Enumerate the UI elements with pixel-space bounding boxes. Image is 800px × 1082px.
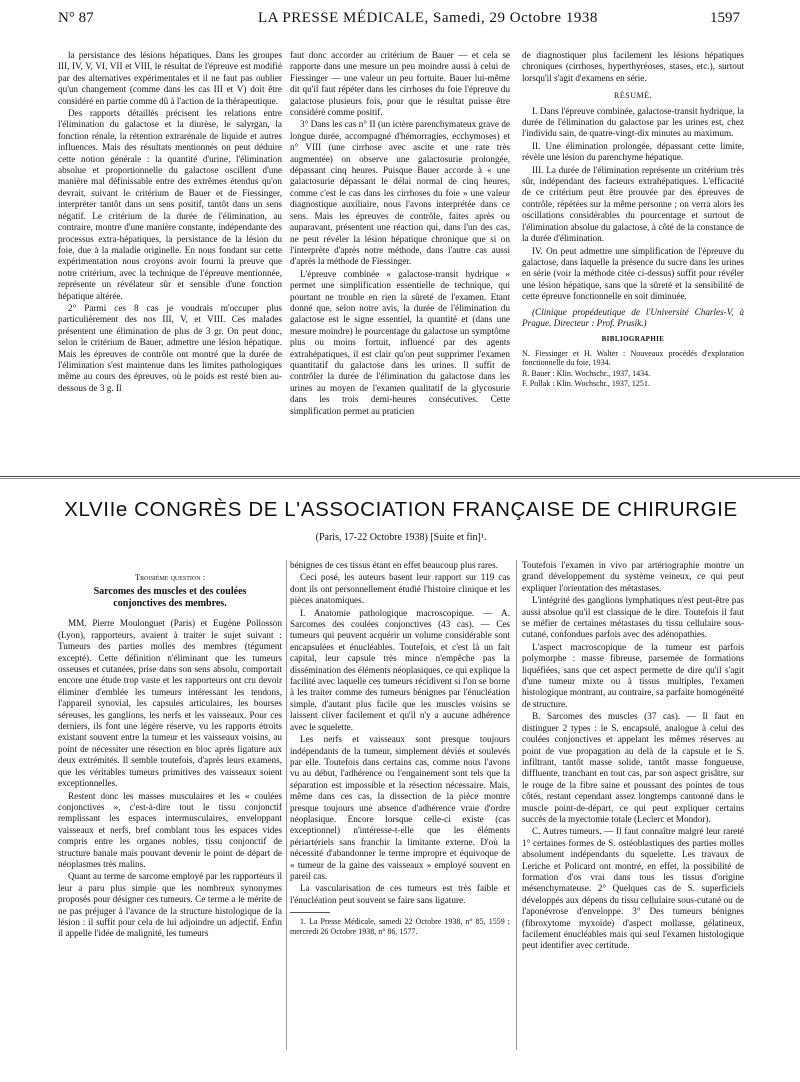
paragraph: 3° Dans les cas n° II (un ictère parenchymateux grave de longue durée, accompagné d'hémorragies, ecchymoses) et n° VIII (une cirrhose avec ascite et une rate très augmentée) on observe une galactosurie prolongée, dépassant cinq heures. Puisque Bauer accorde à « une galactosurie dépassant le délai normal de cinq heures, comme c'est le cas dans les cirrhoses du foie » une valeur diagnostique auxiliaire, nous l'avons interprétée dans ce sens. Mais les épreuves de contrôle, faites après ou auparavant, présentent une réaction qui, dans l'un des cas, ne peut révéler la lésion hépatique chronique que si on l'interprète d'après notre méthode, dans l'autre cas aussi d'après la méthode de Fiessinger. — [290, 119, 510, 267]
column-separator — [516, 560, 517, 1050]
paragraph: Les nerfs et vaisseaux sont presque toujours indépendants de la tumeur, simplement déviés et soulevés par elle. Toutefois dans certains cas, comme nous l'avons vu au début, l'adhérence ou l'engainement sont tels que la séparation est impossible et la résection nécessaire. Mais, même dans ces cas, la dissection de la pièce montre presque toujours une absence d'adhérence vraie d'ordre néoplasique. Encore lorsque celle-ci existe (cas exceptionnel) n'intéresse-t-elle que les éléments périartériels sans franchir la limitante externe. D'où la nécessité d'abandonner le terme impropre et équivoque de « tumeur de la gaine des vaisseaux » employé souvent en pareil cas. — [290, 734, 510, 881]
column-separator — [286, 560, 287, 1050]
issue-number: N° 87 — [58, 10, 94, 26]
resume-item: I. Dans l'épreuve combinée, galactose-transit hydrique, la durée de l'élimination du galactose par les urines est, chez l'individu sain, de quatre-vingt-dix minutes au maximum. — [522, 105, 744, 139]
congress-column-3 — [522, 560, 744, 1050]
section-divider — [0, 476, 800, 477]
reference: R. Bauer : Klin. Wochschr., 1937, 1434. — [522, 368, 651, 378]
page-folio: 1597 — [710, 10, 740, 26]
paragraph: la persistance des lésions hépatiques. Dans les groupes III, IV, V, VI, VII et VIII, le résultat de l'épreuve est modifié par des alternatives expérimentales et il ne faut pas oublier qu'un changement (comme dans les cas III et V) doit être considéré en partie comme dû à l'action de la thérapeutique. — [58, 50, 282, 106]
question-title: Sarcomes des muscles et des coulées conjonctives des membres. — [93, 586, 247, 610]
section-divider-secondary — [0, 478, 800, 479]
paragraph: 2° Parmi ces 8 cas je voudrais m'occuper plus particulièrement des nos III, V, et VIII. Ces malades présentent une élimination de plus de 3 gr. On peut donc, selon le critérium de Bauer, admettre une lésion hépatique. Mais les épreuves de contrôle ont montré que la durée de l'élimination s'est maintenue dans les limites pathologiques même au cours des épreuves, où le poids est resté bien au-dessous de 3 g. Il — [58, 302, 282, 393]
paragraph: faut donc accorder au critérium de Bauer — et cela se rapporte dans une mesure un peu moindre aussi à celui de Fiessinger — une valeur un peu fortuite. Bauer lui-même dit qu'il faut répéter dans les cirrhoses du foie l'épreuve du galactose plusieurs fois, pour que le résultat puisse être considéré comme positif. — [290, 50, 510, 118]
congress-column-1 — [58, 560, 282, 1050]
paragraph: MM. Pierre Moulonguet (Paris) et Eugène Pollosson (Lyon), rapporteurs, avaient à traiter le sujet suivant : Tumeurs des parties molles des membres (tégument excepté). Cette définition n'éliminant que les tumeurs osseuses et cutanées, prise dans son sens absolu, comportait encore une étude trop vaste et les rapporteurs ont cru devoir éliminer d'emblée les tumeurs intéressant les tendons, l'appareil synovial, les capsules articulaires, les bourses séreuses, les ganglions, les nerfs et les vaisseaux. Pour ces derniers, ils font une légère réserve, vu les rapports étroits existant souvent entre la tumeur et les vaisseaux voisins, au point de nécessiter une résection en bloc après ligature aux deux extrémités. Il semble toutefois, d'après leurs examens, que les véritables tumeurs primitives des vaisseaux soient exceptionnelles. — [58, 618, 282, 789]
reference: F. Pollak : Klin. Wochschr., 1937, 1251. — [522, 379, 650, 389]
paragraph: C. Autres tumeurs. — Il faut connaître malgré leur rareté 1° certaines formes de S. ostéoblastiques des parties molles absolument indépendants du squelette. Les travaux de Leriche et Policard ont montré, en effet, la possibilité de formation d'os vrai dans tous les tissus d'origine mésenchymateuse. 2° Quelques cas de S. superficiels développés aux dépens du tissu cellulaire sous-cutané ou de l'aponévrose d'enveloppe. 3° Des tumeurs bénignes (fibroxytome myxoïde) d'aspect mollasse, gélatineux, facilement énucléables mais qui seul l'examen histologique peut identifier avec certitude. — [522, 826, 744, 951]
question-label: Troisième question : — [134, 572, 206, 582]
top-column-3 — [522, 50, 744, 470]
paragraph: I. Anatomie pathologique macroscopique. — A. Sarcomes des coulées conjonctives (43 cas). — Ces tumeurs qui peuvent acquérir un volume considérable sont encapsulées et énucléables. Toutefois, et c'est là un fait capital, leur capsule très mince n'empêche pas la dissémination des éléments néoplasiques, ce qui explique la facilité avec laquelle ces tumeurs récidivent si l'on se borne à les traiter comme des tumeurs bénignes par l'énucléation simple, d'autant plus facile que les muscles voisins se laissent cliver facilement et qu'il n'y a aucune adhérence avec le squelette. — [290, 607, 510, 732]
paragraph: de diagnostiquer plus facilement les lésions hépatiques chroniques (cirrhoses, hyperthyréoses, stases, etc.), surtout lorsqu'il s'agit d'examens en série. — [522, 50, 744, 83]
paragraph: L'aspect macroscopique de la tumeur est parfois polymorphe : masse fibreuse, parsemée de formations liquéfiées, sans que cet aspect permette de dire qu'il s'agit d'une tumeur mixte ou à tissus multiples, l'examen histologique montrant, au contraire, sa parfaite homogénéité de structure. — [522, 641, 744, 709]
paragraph: Toutefois l'examen in vivo par artériographie montre un grand développement du système veineux, ce qui peut expliquer l'orientation des métastases. — [522, 560, 744, 593]
top-column-2 — [290, 50, 510, 470]
paragraph: Quant au terme de sarcome employé par les rapporteurs il leur a paru plus simple que les nombreux synonymes proposés pour désigner ces tumeurs. Ce terme a le mérite de ne pas préjuger à l'avance de la structure histologique de la lésion : il suffit pour cela de lui adjoindre un adjectif. Enfin il appelle l'idée de malignité, les tumeurs — [58, 871, 282, 939]
paragraph: bénignes de ces tissus étant en effet beaucoup plus rares. — [290, 560, 499, 570]
paragraph: L'épreuve combinée « galactose-transit hydrique » permet une simplification essentielle de technique, qui pourtant ne trouble en rien la sûreté de l'examen. Etant donné que, selon notre avis, la durée de l'élimination du galactose est le signe essentiel, la quantité et (dans une mesure moindre) le pourcentage du galactose un symptôme plus ou moins fortuit, influencé par des agents extrahépatiques, il est clair qu'on peut supprimer l'examen quantitatif du galactose dans les urines. Il suffit de contrôler la durée de l'élimination du galactose dans les urines au moyen de l'examen qualitatif de la glycosurie dans les trois demi-heures consécutives. Cette simplification permet au praticien — [290, 268, 510, 416]
congress-column-2 — [290, 560, 510, 1030]
paragraph: Restent donc les masses musculaires et les « coulées conjonctives », c'est-à-dire tout le tissu conjonctif remplissant les espaces intermusculaires, enveloppant vaisseaux et nerfs, bref comblant tous les espaces vides compris entre les organes nobles, tissu conjonctif de structure banale mais pouvant devenir le point de départ de néoplasmes très malins. — [58, 790, 282, 869]
reference: N. Fiessinger et H. Walter : Nouveaux procédés d'exploration fonctionnelle du foie, 1934. — [522, 348, 744, 368]
paragraph: B. Sarcomes des muscles (37 cas). — Il faut en distinguer 2 types : le S. encapsulé, analogue à celui des coulées conjonctives et appelant les mêmes réserves au point de vue propagation au delà de la capsule et le S. infiltrant, tantôt masse solide, tantôt masse fongueuse, diffluente, tranchant en tout cas, par son aspect grisâtre, sur le rouge de la fibre saine et poussant des pointes de tous côtés, restant cependant assez longtemps cantonné dans le muscle point-de-départ, ce qui peut expliquer certains succès de la myectomie totale (Leclerc et Mondor). — [522, 711, 744, 824]
resume-item: II. Une élimination prolongée, dépassant cette limite, révèle une lésion du parenchyme hépatique. — [522, 140, 744, 163]
paragraph: Ceci posé, les auteurs basent leur rapport sur 119 cas dont ils ont personnellement étudié l'histoire clinique et les pièces anatomiques. — [290, 572, 510, 606]
footnote-rule — [290, 912, 330, 913]
congress-subtitle: (Paris, 17-22 Octobre 1938) [Suite et fin]¹. — [315, 532, 487, 543]
paragraph: La vascularisation de ces tumeurs est très faible et l'énucléation peut souvent se faire sans ligature. — [290, 883, 510, 905]
paragraph: L'intégrité des ganglions lymphatiques n'est peut-être pas aussi absolue qu'il est classique de le dire. Toutefois il faut se méfier de certaines métastases du tissu cellulaire sous-cutané, confondues parfois avec des adénopathies. — [522, 595, 744, 640]
bibliography-heading: BIBLIOGRAPHIE — [601, 335, 665, 344]
footnote: 1. La Presse Médicale, samedi 22 Octobre 1938, n° 85, 1559 ; mercredi 26 Octobre 1938, n° 86, 1577. — [290, 917, 510, 936]
page-header — [58, 8, 740, 30]
clinic-affiliation: (Clinique propédeutique de l'Université Charles-V, à Prague. Directeur : Prof. Prusik.) — [522, 306, 744, 328]
resume-heading: RÉSUMÉ. — [614, 91, 652, 101]
paragraph: Des rapports détaillés précisent les relations entre l'élimination du galactose et la diurèse, le salyrgan, la fonction rénale, la rétention extrarénale de liquide et autres influences. Mais des résultats mentionnés on peut déduire cette notion générale : la quantité d'urine, l'élimination absolue et proportionnelle du galactose oscillent d'une manière mal définissable entre des extrêmes étendus qu'on devrait, suivant le critérium de Bauer et de Fiessinger, interpréter tantôt dans un sens positif, tantôt dans un sens négatif. Le critérium de la durée de l'élimination, au contraire, montre d'une manière constante, indépendante des processus extra-hépatiques, la persistance de la lésion du foie, due à la maladie originelle. En nous fondant sur cette expérimentation nous croyons avoir fourni la preuve que notre critérium, avec la technique de l'épreuve mentionnée, représente un révélateur sûr et sensible d'une fonction hépatique altérée. — [58, 108, 282, 301]
resume-item: IV. On peut admettre une simplification de l'épreuve du galactose, dans laquelle la présence du sucre dans les urines en série (voir la méthode citée ci-dessus) suffit pour révéler une lésion hépatique, sans que la sûreté et la sensibilité de cette épreuve fonctionnelle en soit diminuée. — [522, 245, 744, 302]
journal-title: LA PRESSE MÉDICALE, Samedi, 29 Octobre 1938 — [258, 10, 598, 26]
resume-item: III. La durée de l'élimination représente un critérium très sûr, indépendant des facteurs extrahépatiques. L'efficacité de ce critérium peut être prouvée par des épreuves de contrôle, répétées sur la même personne ; on verra alors les oscillations considérables du pourcentage et surtout de l'élimination absolue du galactose, à côté de la constance de la durée d'élimination. — [522, 164, 744, 244]
congress-title: XLVIIe CONGRÈS DE L'ASSOCIATION FRANÇAISE DE CHIRURGIE — [64, 498, 738, 521]
top-column-1 — [58, 50, 282, 470]
